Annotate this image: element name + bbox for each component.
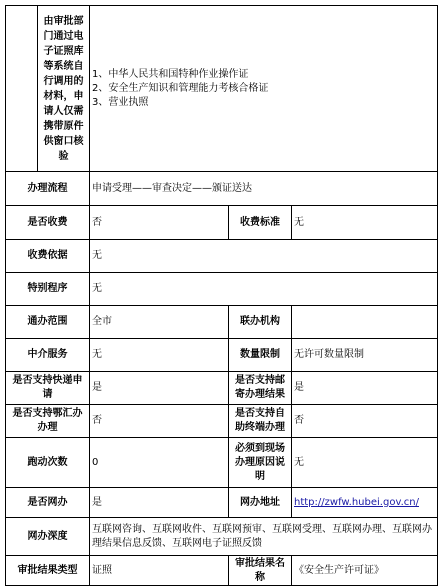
express-value: 是 — [90, 372, 229, 405]
onsite-reason-label: 必须到现场办理原因说明 — [229, 438, 292, 488]
fee-value: 否 — [90, 206, 229, 240]
material-item: 1、中华人民共和国特种作业操作证 — [92, 68, 249, 80]
special-procedure-label: 特别程序 — [6, 273, 90, 306]
fee-basis-label: 收费依据 — [6, 240, 90, 273]
agency-service-label: 中介服务 — [6, 339, 90, 372]
joint-agency-value — [292, 306, 438, 339]
scope-row — [6, 306, 438, 339]
depth-label: 网办深度 — [6, 518, 90, 556]
fee-row — [6, 206, 438, 240]
joint-agency-label: 联办机构 — [229, 306, 292, 339]
scope-label: 通办范围 — [6, 306, 90, 339]
process-row — [6, 172, 438, 206]
result-name-value: 《安全生产许可证》 — [292, 556, 438, 586]
online-address-link[interactable]: http://zwfw.hubei.gov.cn/ — [294, 496, 419, 508]
quantity-limit-label: 数量限制 — [229, 339, 292, 372]
online-address-label: 网办地址 — [229, 488, 292, 518]
materials-label-cell — [38, 6, 90, 172]
fee-standard-label: 收费标准 — [229, 206, 292, 240]
process-value: 申请受理——审查决定——颁证送达 — [90, 172, 438, 206]
quantity-limit-value: 无许可数量限制 — [292, 339, 438, 372]
fee-label: 是否收费 — [6, 206, 90, 240]
result-type-value: 证照 — [90, 556, 229, 586]
materials-label: 由审批部门通过电子证照库等系统自行调用的材料，申请人仅需携带原件供窗口核验 — [43, 15, 84, 162]
ehuiban-row — [6, 405, 438, 438]
visits-value: 0 — [90, 438, 229, 488]
service-guide-table — [5, 5, 438, 586]
depth-row — [6, 518, 438, 556]
express-label: 是否支持快递申请 — [6, 372, 90, 405]
result-type-label: 审批结果类型 — [6, 556, 90, 586]
visits-label: 跑动次数 — [6, 438, 90, 488]
materials-list — [90, 6, 438, 172]
special-procedure-row — [6, 273, 438, 306]
self-service-value: 否 — [292, 405, 438, 438]
visits-row — [6, 438, 438, 488]
blank-cell — [6, 6, 38, 172]
online-label: 是否网办 — [6, 488, 90, 518]
agency-service-value: 无 — [90, 339, 229, 372]
special-procedure-value: 无 — [90, 273, 438, 306]
depth-value: 互联网咨询、互联网收件、互联网预审、互联网受理、互联网办理、互联网办理结果信息反馈、互联网电子证照反馈 — [90, 518, 438, 556]
fee-standard-value: 无 — [292, 206, 438, 240]
self-service-label: 是否支持自助终端办理 — [229, 405, 292, 438]
result-name-label: 审批结果名称 — [229, 556, 292, 586]
material-item: 2、安全生产知识和管理能力考核合格证 — [92, 82, 269, 94]
materials-row — [6, 6, 438, 172]
fee-basis-value: 无 — [90, 240, 438, 273]
result-row — [6, 556, 438, 586]
process-label: 办理流程 — [6, 172, 90, 206]
ehuiban-value: 否 — [90, 405, 229, 438]
scope-value: 全市 — [90, 306, 229, 339]
express-row — [6, 372, 438, 405]
mail-result-value: 是 — [292, 372, 438, 405]
online-row — [6, 488, 438, 518]
material-item: 3、营业执照 — [92, 96, 149, 108]
fee-basis-row — [6, 240, 438, 273]
online-value: 是 — [90, 488, 229, 518]
mail-result-label: 是否支持邮寄办理结果 — [229, 372, 292, 405]
ehuiban-label: 是否支持鄂汇办办理 — [6, 405, 90, 438]
agency-service-row — [6, 339, 438, 372]
online-address-cell — [292, 488, 438, 518]
onsite-reason-value: 无 — [292, 438, 438, 488]
